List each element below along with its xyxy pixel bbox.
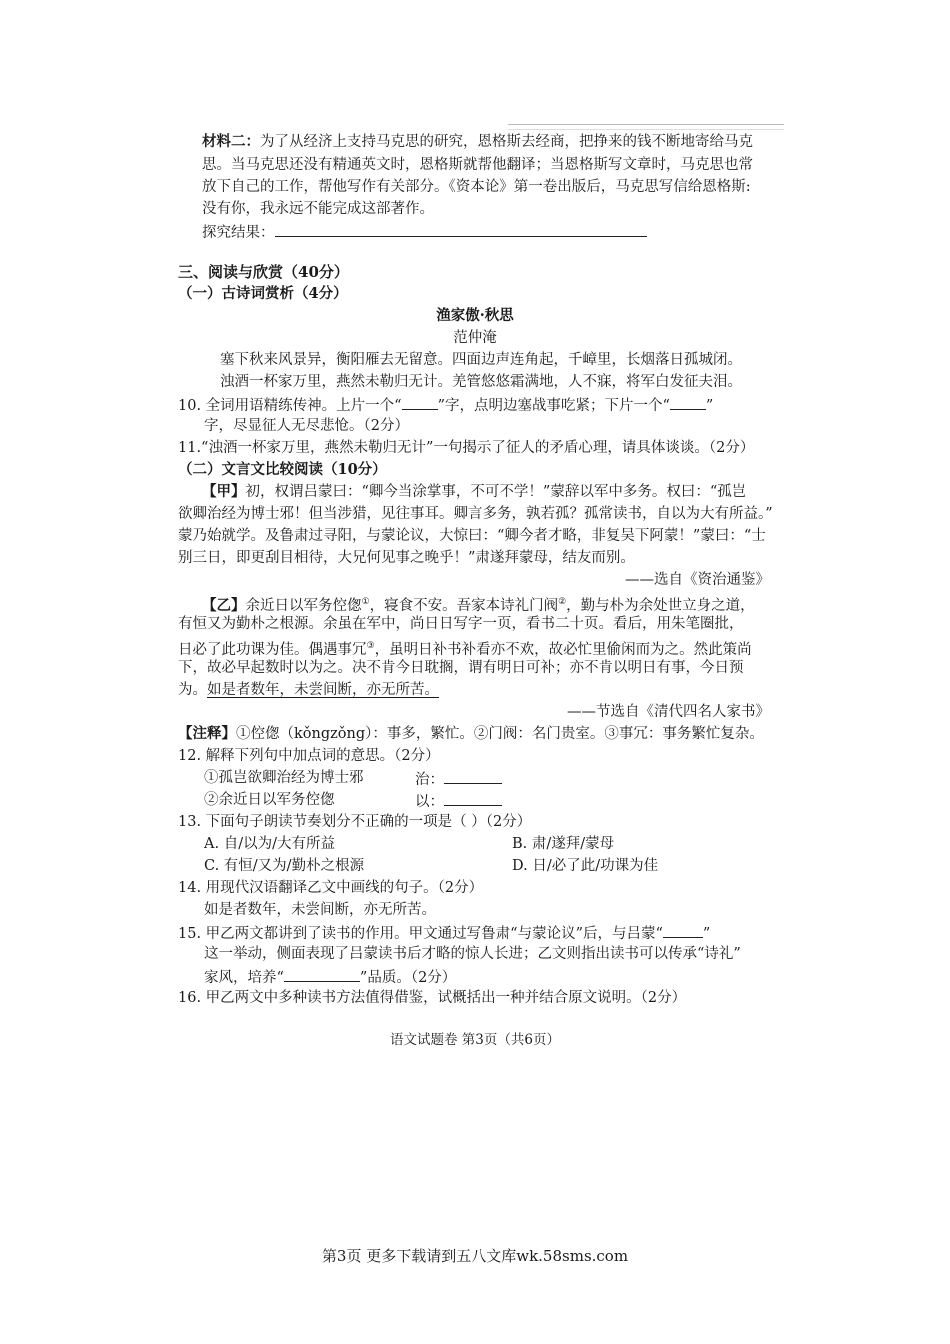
q14-sentence: 如是者数年，未尝间断，亦无所苦。 [204, 902, 436, 918]
q12-item1-answer: 治： [415, 768, 502, 790]
q12-blank-2[interactable] [444, 790, 502, 806]
jia-line3: 蒙乃始就学。及鲁肃过寻阳，与蒙论议，大惊曰：“卿今者才略，非复吴下阿蒙！”蒙曰：“士 [178, 528, 766, 544]
q13-option-d[interactable]: D. 日/必了此/功课为佳 [512, 858, 659, 874]
jia-line4: 别三日，即更刮目相待，大兄何见事之晚乎！”肃遂拜蒙母，结友而别。 [178, 550, 635, 566]
page-number: 语文试题卷 第3页（共6页） [390, 1032, 560, 1048]
question-10: 10. 全词用语精练传神。上片一个“ ”字，点明边塞战事吃紧；下片一个“ ” [178, 394, 713, 416]
underlined-sentence: 如是者数年，未尝间断，亦无所苦。 [207, 682, 439, 698]
q12-item1: ①孤岂欲卿治经为博士邪 [204, 770, 364, 786]
jia-source: ——选自《资治通鉴》 [625, 572, 770, 588]
question-15-cont2: 家风，培养“ ”品质。（2分） [204, 966, 456, 988]
yi-source: ——节选自《清代四名人家书》 [567, 704, 770, 720]
question-15: 15. 甲乙两文都讲到了读书的作用。甲文通过写鲁肃“与蒙论议”后，与吕蒙“ ” [178, 922, 710, 944]
inquiry-result-blank[interactable] [275, 221, 647, 237]
q13-option-b[interactable]: B. 肃/遂拜/蒙母 [512, 836, 615, 852]
q15-blank-1[interactable] [663, 922, 703, 938]
section3-title: 三、阅读与欣赏（40分） [178, 263, 349, 281]
poem-author: 范仲淹 [453, 330, 497, 346]
question-13: 13. 下面句子朗读节奏划分不正确的一项是（ ）（2分） [178, 814, 532, 830]
question-12: 12. 解释下列句中加点词的意思。（2分） [178, 748, 440, 764]
yi-line4: 下，故必早起数时以为之。决不肯今日耽搁，谓有明日可补；亦不肯以明日有事，今日预 [178, 660, 744, 676]
poem-line2: 浊酒一杯家万里，燕然未勒归无计。羌管悠悠霜满地，人不寐，将军白发征夫泪。 [220, 374, 742, 390]
footer-link[interactable]: 第3页 更多下载请到五八文库wk.58sms.com [321, 1247, 629, 1265]
notes: 【注释】①倥偬（kǒngzǒng）：事多，繁忙。②门阀：名门贵室。③事冗：事务繁忙复杂。 [178, 725, 764, 742]
yi-line5: 为。如是者数年，未尝间断，亦无所苦。 [178, 682, 439, 698]
q12-item2: ②余近日以军务倥偬 [204, 792, 335, 808]
poem-title: 渔家傲·秋思 [436, 307, 514, 324]
q12-item2-answer: 以： [415, 790, 502, 812]
question-10-cont: 字，尽显征人无尽悲怆。（2分） [204, 418, 409, 434]
jia-line2: 欲卿治经为博士邪！但当涉猎，见往事耳。卿言多务，孰若孤？孤常读书，自以为大有所益。” [178, 506, 773, 522]
inquiry-result: 探究结果： [202, 221, 647, 243]
material2-line3: 放下自己的工作，帮他写作有关部分。《资本论》第一卷出版后，马克思写信给恩格斯: [202, 179, 751, 195]
poem-line1: 塞下秋来风景异，衡阳雁去无留意。四面边声连角起，千嶂里，长烟落日孤城闭。 [220, 352, 742, 368]
material2-line1: 材料二：为了从经济上支持马克思的研究，恩格斯去经商，把挣来的钱不断地寄给马克 [202, 133, 753, 150]
question-16: 16. 甲乙两文中多种读书方法值得借鉴，试概括出一种并结合原文说明。（2分） [178, 990, 687, 1006]
part2-title: （二）文言文比较阅读（10分） [178, 461, 387, 478]
material2-line4: 没有你，我永远不能完成这部著作。 [202, 201, 434, 217]
top-rule [508, 124, 784, 130]
yi-line3: 日必了此功课为佳。偶遇事冗③，虽明日补书补看亦不欢，故必忙里偷闲而为之。然此策尚 [178, 641, 752, 658]
q15-blank-2[interactable] [284, 966, 360, 982]
q13-option-c[interactable]: C. 有恒/又为/勤朴之根源 [204, 858, 365, 874]
yi-line2: 有恒又为勤朴之根源。余虽在军中，尚日日写字一页，看书二十页。看后，用朱笔圈批， [178, 616, 744, 632]
question-15-cont1: 这一举动，侧面表现了吕蒙读书后才略的惊人长进；乙文则指出读书可以传承“诗礼” [204, 946, 741, 962]
q10-blank-1[interactable] [402, 394, 438, 410]
jia-line1: 【甲】初，权谓吕蒙曰：“卿今当涂掌事，不可不学！”蒙辞以军中多务。权曰：“孤岂 [202, 483, 747, 500]
part1-title: （一）古诗词赏析（4分） [178, 285, 348, 302]
q10-blank-2[interactable] [670, 394, 706, 410]
question-14: 14. 用现代汉语翻译乙文中画线的句子。（2分） [178, 880, 484, 896]
material2-line2: 思。当马克思还没有精通英文时，恩格斯就帮他翻译；当恩格斯写文章时，马克思也常 [202, 157, 753, 173]
question-11: 11.“浊酒一杯家万里，燕然未勒归无计”一句揭示了征人的矛盾心理，请具体谈谈。（2分） [178, 440, 755, 456]
q13-option-a[interactable]: A. 自/以为/大有所益 [204, 836, 335, 852]
yi-line1: 【乙】余近日以军务倥偬①，寝食不安。吾家本诗礼门阀②，勤与朴为余处世立身之道， [202, 596, 755, 614]
q12-blank-1[interactable] [444, 768, 502, 784]
